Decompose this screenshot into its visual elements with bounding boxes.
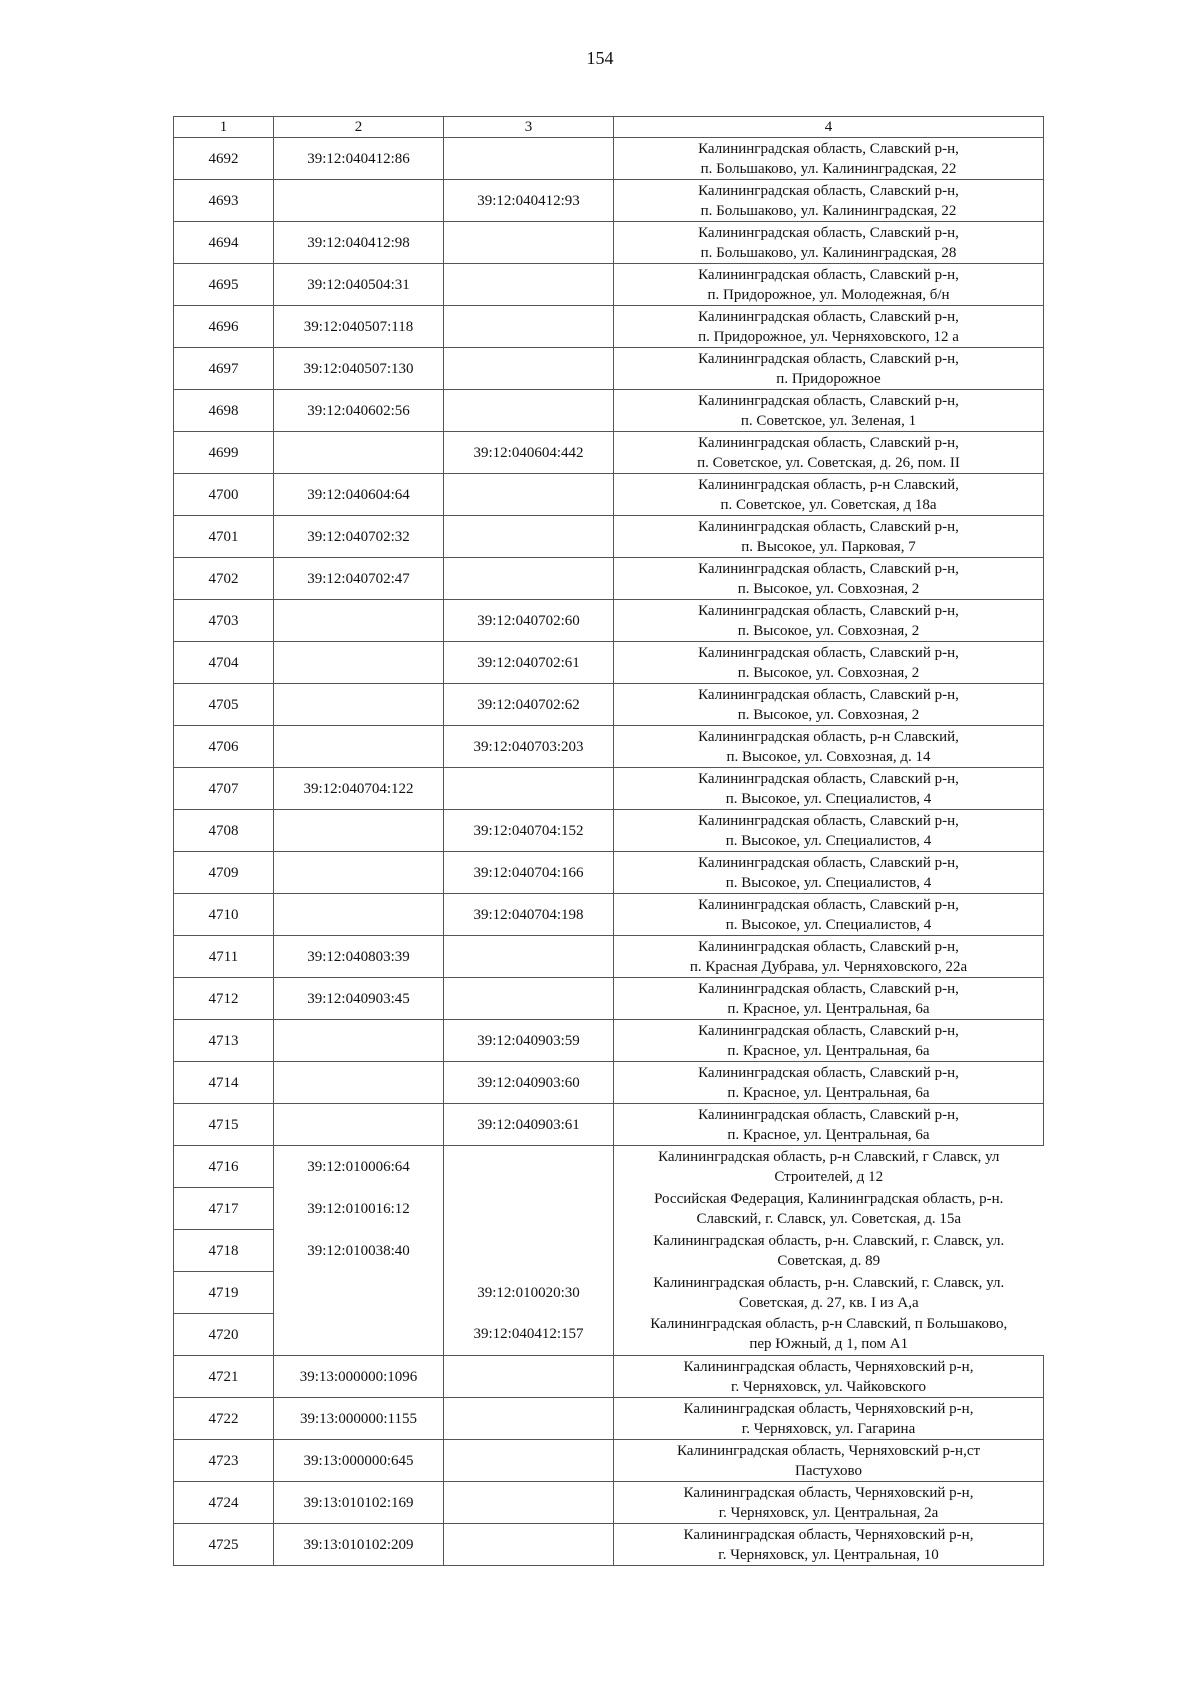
address-line: п. Высокое, ул. Совхозная, д. 14 (726, 748, 931, 765)
address-line: Калининградская область, Славский р-н, (698, 350, 959, 367)
row-number-cell: 4714 (174, 1062, 274, 1104)
address-line: п. Красное, ул. Центральная, 6а (727, 1042, 930, 1059)
address-cell (614, 600, 1044, 642)
cadastral-number-alt-cell (444, 1356, 614, 1398)
address-line: п. Придорожное (776, 370, 881, 387)
address-cell (614, 1524, 1044, 1566)
table-row (174, 516, 1044, 558)
cadastral-number-cell (274, 852, 444, 894)
row-number-cell: 4710 (174, 894, 274, 936)
address-line: Калининградская область, р-н Славский, г Славск, ул (658, 1148, 1000, 1165)
cadastral-number-cell: 39:12:010038:40 (274, 1230, 444, 1272)
row-number-cell: 4720 (174, 1314, 274, 1356)
cadastral-number-cell: 39:12:010006:64 (274, 1146, 444, 1188)
row-number-cell: 4695 (174, 264, 274, 306)
address-cell (614, 138, 1044, 180)
cadastral-number-cell (274, 642, 444, 684)
row-number-cell: 4717 (174, 1188, 274, 1230)
cadastral-number-alt-cell: 39:12:040903:60 (444, 1062, 614, 1104)
row-number-cell: 4701 (174, 516, 274, 558)
cadastral-number-cell: 39:13:010102:169 (274, 1482, 444, 1524)
address-line: Калининградская область, Славский р-н, (698, 896, 959, 913)
row-number-cell: 4702 (174, 558, 274, 600)
address-line: г. Черняховск, ул. Центральная, 10 (718, 1546, 939, 1563)
address-cell (614, 1188, 1044, 1230)
address-cell (614, 1398, 1044, 1440)
cadastral-number-cell: 39:13:000000:645 (274, 1440, 444, 1482)
table-row (174, 1272, 1044, 1314)
table-row (174, 642, 1044, 684)
row-number-cell: 4711 (174, 936, 274, 978)
table-row (174, 978, 1044, 1020)
address-line: Калининградская область, Славский р-н, (698, 602, 959, 619)
address-cell (614, 642, 1044, 684)
address-cell (614, 894, 1044, 936)
cadastral-number-cell (274, 894, 444, 936)
address-line: Калининградская область, Славский р-н, (698, 980, 959, 997)
address-cell (614, 306, 1044, 348)
table-row (174, 1104, 1044, 1146)
address-line: Калининградская область, Славский р-н, (698, 518, 959, 535)
address-cell (614, 558, 1044, 600)
row-number-cell: 4696 (174, 306, 274, 348)
cadastral-number-cell (274, 180, 444, 222)
row-number-cell: 4693 (174, 180, 274, 222)
table-row (174, 432, 1044, 474)
address-line: Калининградская область, Славский р-н, (698, 182, 959, 199)
cadastral-number-alt-cell (444, 138, 614, 180)
address-line: п. Придорожное, ул. Черняховского, 12 а (698, 328, 959, 345)
row-number-cell: 4707 (174, 768, 274, 810)
row-number-cell: 4723 (174, 1440, 274, 1482)
address-line: п. Придорожное, ул. Молодежная, б/н (707, 286, 950, 303)
row-number-cell: 4705 (174, 684, 274, 726)
cadastral-number-alt-cell: 39:12:040604:442 (444, 432, 614, 474)
cadastral-number-alt-cell (444, 1524, 614, 1566)
cadastral-number-alt-cell (444, 1146, 614, 1188)
address-line: Калининградская область, р-н Славский, (698, 728, 959, 745)
address-line: Калининградская область, Славский р-н, (698, 686, 959, 703)
cadastral-number-alt-cell (444, 516, 614, 558)
address-line: пер Южный, д 1, пом А1 (749, 1336, 909, 1353)
address-line: Пастухово (795, 1462, 862, 1479)
address-cell (614, 222, 1044, 264)
address-line: п. Советское, ул. Советская, д. 26, пом. II (697, 454, 960, 471)
cadastral-number-alt-cell (444, 1188, 614, 1230)
cadastral-number-alt-cell (444, 1230, 614, 1272)
cadastral-number-alt-cell: 39:12:040704:152 (444, 810, 614, 852)
table-row (174, 390, 1044, 432)
address-cell (614, 936, 1044, 978)
address-cell (614, 432, 1044, 474)
address-cell (614, 516, 1044, 558)
cadastral-number-alt-cell: 39:12:040702:62 (444, 684, 614, 726)
row-number-cell: 4697 (174, 348, 274, 390)
address-line: Калининградская область, р-н Славский, п Большаково, (650, 1316, 1008, 1333)
cadastral-number-alt-cell (444, 1482, 614, 1524)
cadastral-number-alt-cell (444, 390, 614, 432)
row-number-cell: 4721 (174, 1356, 274, 1398)
table-row (174, 474, 1044, 516)
cadastral-number-alt-cell: 39:12:040702:61 (444, 642, 614, 684)
address-cell (614, 726, 1044, 768)
table-row (174, 810, 1044, 852)
row-number-cell: 4719 (174, 1272, 274, 1314)
cadastral-number-alt-cell: 39:12:040903:59 (444, 1020, 614, 1062)
address-cell (614, 1440, 1044, 1482)
address-line: Калининградская область, Славский р-н, (698, 1064, 959, 1081)
table-row (174, 768, 1044, 810)
address-cell (614, 390, 1044, 432)
row-number-cell: 4712 (174, 978, 274, 1020)
cadastral-number-cell: 39:12:040412:86 (274, 138, 444, 180)
address-cell (614, 264, 1044, 306)
cadastral-number-cell: 39:13:010102:209 (274, 1524, 444, 1566)
cadastral-number-alt-cell: 39:12:040412:157 (444, 1314, 614, 1356)
row-number-cell: 4700 (174, 474, 274, 516)
row-number-cell: 4725 (174, 1524, 274, 1566)
table-row (174, 1020, 1044, 1062)
cadastral-number-cell (274, 684, 444, 726)
row-number-cell: 4704 (174, 642, 274, 684)
cadastral-number-alt-cell: 39:12:040903:61 (444, 1104, 614, 1146)
cadastral-number-alt-cell (444, 306, 614, 348)
address-line: Советская, д. 89 (777, 1252, 881, 1269)
table-row (174, 1398, 1044, 1440)
cadastral-number-cell: 39:12:040702:47 (274, 558, 444, 600)
address-line: п. Красное, ул. Центральная, 6а (727, 1000, 930, 1017)
address-line: Калининградская область, Славский р-н, (698, 308, 959, 325)
address-line: п. Большаково, ул. Калининградская, 28 (700, 244, 957, 261)
cadastral-number-cell (274, 1104, 444, 1146)
table-row (174, 138, 1044, 180)
header-col-4: 4 (614, 117, 1044, 138)
cadastral-number-cell (274, 1272, 444, 1314)
address-line: Калининградская область, Славский р-н, (698, 812, 959, 829)
header-col-1: 1 (174, 117, 274, 138)
cadastral-number-alt-cell: 39:12:040412:93 (444, 180, 614, 222)
cadastral-number-alt-cell (444, 222, 614, 264)
cadastral-number-cell: 39:12:040504:31 (274, 264, 444, 306)
table-row (174, 684, 1044, 726)
address-line: Калининградская область, Черняховский р-н, (683, 1400, 974, 1417)
table-row (174, 852, 1044, 894)
cadastral-number-cell: 39:12:040803:39 (274, 936, 444, 978)
cadastral-table (173, 116, 1044, 1566)
address-cell (614, 1104, 1044, 1146)
address-cell (614, 180, 1044, 222)
address-line: г. Черняховск, ул. Гагарина (741, 1420, 916, 1437)
cadastral-number-alt-cell (444, 936, 614, 978)
cadastral-number-alt-cell: 39:12:010020:30 (444, 1272, 614, 1314)
table-row (174, 726, 1044, 768)
cadastral-number-alt-cell (444, 264, 614, 306)
address-line: Калининградская область, Славский р-н, (698, 854, 959, 871)
cadastral-number-cell (274, 1020, 444, 1062)
row-number-cell: 4708 (174, 810, 274, 852)
row-number-cell: 4692 (174, 138, 274, 180)
address-line: п. Высокое, ул. Парковая, 7 (741, 538, 916, 555)
address-cell (614, 1230, 1044, 1272)
table-row (174, 1146, 1044, 1188)
address-line: п. Красное, ул. Центральная, 6а (727, 1126, 930, 1143)
address-line: Калининградская область, Славский р-н, (698, 560, 959, 577)
address-line: п. Красная Дубрава, ул. Черняховского, 22а (689, 958, 968, 975)
row-number-cell: 4709 (174, 852, 274, 894)
cadastral-number-alt-cell (444, 978, 614, 1020)
address-cell (614, 1272, 1044, 1314)
row-number-cell: 4716 (174, 1146, 274, 1188)
address-line: п. Высокое, ул. Совхозная, 2 (737, 622, 920, 639)
address-line: Калининградская область, Славский р-н, (698, 224, 959, 241)
cadastral-number-cell: 39:12:040704:122 (274, 768, 444, 810)
table-row (174, 1482, 1044, 1524)
address-line: Калининградская область, Славский р-н, (698, 938, 959, 955)
address-line: Калининградская область, Славский р-н, (698, 1106, 959, 1123)
address-cell (614, 852, 1044, 894)
table-row (174, 1188, 1044, 1230)
header-col-2: 2 (274, 117, 444, 138)
row-number-cell: 4706 (174, 726, 274, 768)
address-cell (614, 1062, 1044, 1104)
table-row (174, 348, 1044, 390)
table-row (174, 1230, 1044, 1272)
address-line: Калининградская область, р-н Славский, (698, 476, 959, 493)
address-line: п. Высокое, ул. Совхозная, 2 (737, 664, 920, 681)
address-cell (614, 474, 1044, 516)
cadastral-number-cell: 39:12:040604:64 (274, 474, 444, 516)
page-number: 154 (586, 48, 614, 68)
table-row (174, 936, 1044, 978)
cadastral-number-cell (274, 726, 444, 768)
table-row (174, 1356, 1044, 1398)
address-cell (614, 1146, 1044, 1188)
address-cell (614, 1020, 1044, 1062)
table-row (174, 264, 1044, 306)
address-line: г. Черняховск, ул. Центральная, 2а (718, 1504, 939, 1521)
address-line: Калининградская область, Славский р-н, (698, 266, 959, 283)
cadastral-number-cell (274, 432, 444, 474)
address-line: Славский, г. Славск, ул. Советская, д. 15а (696, 1210, 961, 1227)
row-number-cell: 4713 (174, 1020, 274, 1062)
row-number-cell: 4715 (174, 1104, 274, 1146)
address-line: Калининградская область, Славский р-н, (698, 1022, 959, 1039)
address-cell (614, 1314, 1044, 1356)
table-row (174, 894, 1044, 936)
table-row (174, 306, 1044, 348)
address-line: Калининградская область, р-н. Славский, г. Славск, ул. (653, 1274, 1005, 1291)
address-line: п. Большаково, ул. Калининградская, 22 (700, 160, 957, 177)
address-line: Калининградская область, Черняховский р-н, (683, 1484, 974, 1501)
address-line: Калининградская область, р-н. Славский, г. Славск, ул. (653, 1232, 1005, 1249)
cadastral-number-cell: 39:13:000000:1096 (274, 1356, 444, 1398)
cadastral-number-alt-cell (444, 1398, 614, 1440)
address-cell (614, 348, 1044, 390)
row-number-cell: 4703 (174, 600, 274, 642)
table-header-row (174, 117, 1044, 138)
table-row (174, 1440, 1044, 1482)
address-line: Строителей, д 12 (774, 1168, 884, 1185)
row-number-cell: 4724 (174, 1482, 274, 1524)
address-cell (614, 684, 1044, 726)
cadastral-number-cell (274, 600, 444, 642)
address-line: п. Высокое, ул. Совхозная, 2 (737, 580, 920, 597)
address-line: Калининградская область, Славский р-н, (698, 434, 959, 451)
cadastral-number-cell: 39:12:040507:130 (274, 348, 444, 390)
address-line: п. Высокое, ул. Специалистов, 4 (725, 874, 932, 891)
row-number-cell: 4694 (174, 222, 274, 264)
cadastral-number-alt-cell: 39:12:040703:203 (444, 726, 614, 768)
address-line: Российская Федерация, Калининградская область, р-н. (654, 1190, 1004, 1207)
address-line: п. Советское, ул. Советская, д 18а (720, 496, 937, 513)
address-cell (614, 810, 1044, 852)
address-line: п. Высокое, ул. Специалистов, 4 (725, 916, 932, 933)
table-row (174, 222, 1044, 264)
table-row (174, 1314, 1044, 1356)
address-line: п. Высокое, ул. Специалистов, 4 (725, 790, 932, 807)
cadastral-number-alt-cell (444, 768, 614, 810)
address-line: Калининградская область, Славский р-н, (698, 140, 959, 157)
address-line: Калининградская область, Черняховский р-н,ст (676, 1442, 981, 1459)
cadastral-number-alt-cell: 39:12:040704:166 (444, 852, 614, 894)
cadastral-number-cell: 39:12:010016:12 (274, 1188, 444, 1230)
address-cell (614, 1356, 1044, 1398)
address-line: п. Большаково, ул. Калининградская, 22 (700, 202, 957, 219)
table-row (174, 558, 1044, 600)
cadastral-number-cell: 39:12:040602:56 (274, 390, 444, 432)
address-line: Советская, д. 27, кв. I из А,а (738, 1294, 919, 1311)
address-line: п. Советское, ул. Зеленая, 1 (740, 412, 917, 429)
table-row (174, 180, 1044, 222)
cadastral-number-alt-cell: 39:12:040702:60 (444, 600, 614, 642)
cadastral-number-alt-cell (444, 1440, 614, 1482)
address-line: п. Высокое, ул. Совхозная, 2 (737, 706, 920, 723)
cadastral-number-cell: 39:12:040702:32 (274, 516, 444, 558)
table-row (174, 1062, 1044, 1104)
address-line: п. Высокое, ул. Специалистов, 4 (725, 832, 932, 849)
cadastral-number-alt-cell (444, 558, 614, 600)
table-row (174, 600, 1044, 642)
cadastral-number-alt-cell (444, 348, 614, 390)
cadastral-number-cell (274, 1062, 444, 1104)
address-line: г. Черняховск, ул. Чайковского (731, 1378, 926, 1395)
header-col-3: 3 (444, 117, 614, 138)
cadastral-number-alt-cell: 39:12:040704:198 (444, 894, 614, 936)
cadastral-number-cell: 39:12:040903:45 (274, 978, 444, 1020)
cadastral-number-cell (274, 810, 444, 852)
cadastral-number-cell: 39:12:040507:118 (274, 306, 444, 348)
cadastral-number-alt-cell (444, 474, 614, 516)
row-number-cell: 4722 (174, 1398, 274, 1440)
address-cell (614, 768, 1044, 810)
address-line: Калининградская область, Черняховский р-н, (683, 1526, 974, 1543)
address-cell (614, 978, 1044, 1020)
row-number-cell: 4698 (174, 390, 274, 432)
address-line: п. Красное, ул. Центральная, 6а (727, 1084, 930, 1101)
cadastral-number-cell: 39:13:000000:1155 (274, 1398, 444, 1440)
cadastral-number-cell (274, 1314, 444, 1356)
row-number-cell: 4699 (174, 432, 274, 474)
table-row (174, 1524, 1044, 1566)
address-cell (614, 1482, 1044, 1524)
cadastral-number-cell: 39:12:040412:98 (274, 222, 444, 264)
address-line: Калининградская область, Славский р-н, (698, 644, 959, 661)
row-number-cell: 4718 (174, 1230, 274, 1272)
address-line: Калининградская область, Славский р-н, (698, 770, 959, 787)
address-line: Калининградская область, Славский р-н, (698, 392, 959, 409)
address-line: Калининградская область, Черняховский р-н, (683, 1358, 974, 1375)
